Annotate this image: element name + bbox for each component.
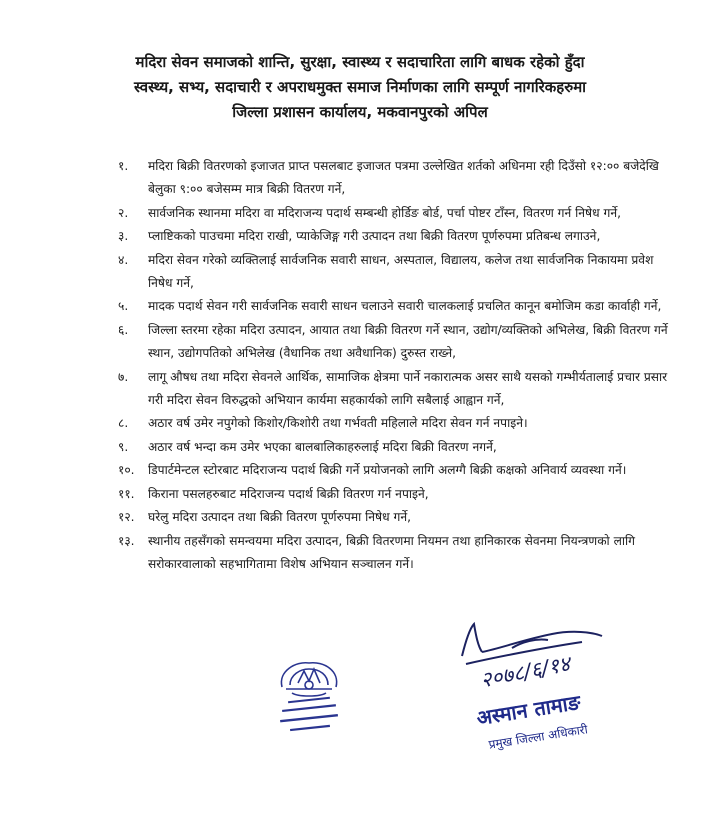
office-seal bbox=[268, 655, 350, 745]
item-number: ५. bbox=[118, 299, 129, 314]
signature-block bbox=[452, 618, 682, 768]
item-text: मदिरा सेवन गरेको व्यक्तिलाई सार्वजनिक सवारी साधन, अस्पताल, विद्यालय, कलेज तथा सार्वजनिक निकायमा प्रवेश निषेध गर्ने, bbox=[148, 252, 654, 291]
appeal-item bbox=[118, 483, 678, 506]
item-number: ९. bbox=[118, 439, 129, 454]
item-number: ६. bbox=[118, 322, 129, 337]
appeal-item bbox=[118, 202, 678, 225]
item-number: १२. bbox=[118, 510, 135, 525]
appeal-item bbox=[118, 249, 678, 296]
heading-line-2: स्वस्थ्य, सभ्य, सदाचारी र अपराधमुक्त समाज निर्माणका लागि सम्पूर्ण नागरिकहरुमा bbox=[133, 78, 587, 96]
item-text: मदिरा बिक्री वितरणको इजाजत प्राप्त पसलबाट इजाजत पत्रमा उल्लेखित शर्तको अधिनमा रही दिउँसो १२:०० बजेदेखि बेलुका ९:०० बजेसम्म मात्र बिक्री वितरण गर्ने, bbox=[148, 159, 659, 197]
item-text: जिल्ला स्तरमा रहेका मदिरा उत्पादन, आयात तथा बिक्री वितरण गर्ने स्थान, उद्योग/व्यक्तिको अभिलेख, बिक्री वितरण गर्ने स्थान, उद्योगपतिको अभिलेख (वैधानिक तथा अवैधानिक) दुरुस्त राख्ने, bbox=[148, 322, 668, 361]
item-number: ८. bbox=[118, 416, 129, 431]
appeal-item bbox=[118, 412, 678, 435]
item-text: किराना पसलहरुबाट मदिराजन्य पदार्थ बिक्री वितरण गर्न नपाइने, bbox=[148, 486, 429, 501]
appeal-item bbox=[118, 506, 678, 529]
item-text: अठार वर्ष उमेर नपुगेको किशोर/किशोरी तथा गर्भवती महिलाले मदिरा सेवन गर्न नपाइने। bbox=[148, 416, 528, 431]
item-number: २. bbox=[118, 205, 129, 220]
item-number: १०. bbox=[118, 463, 135, 478]
signatory-title: प्रमुख जिल्ला अधिकारी bbox=[487, 722, 589, 752]
item-number: ४. bbox=[118, 252, 129, 267]
appeal-item bbox=[118, 366, 678, 413]
appeal-item bbox=[118, 459, 678, 482]
item-text: डिपार्टमेन्टल स्टोरबाट मदिराजन्य पदार्थ बिक्री गर्ने प्रयोजनको लागि अलग्गै बिक्री कक्षको अनिवार्य व्यवस्था गर्ने। bbox=[148, 463, 627, 478]
appeal-list bbox=[118, 155, 678, 576]
appeal-item bbox=[118, 155, 678, 202]
item-number: १३. bbox=[118, 533, 135, 548]
heading-line-1: मदिरा सेवन समाजको शान्ति, सुरक्षा, स्वास्थ्य र सदाचारिता लागि बाधक रहेको हुँदा bbox=[135, 53, 585, 71]
item-number: ११. bbox=[118, 486, 135, 501]
item-text: सार्वजनिक स्थानमा मदिरा वा मदिराजन्य पदार्थ सम्बन्धी होर्डिङ बोर्ड, पर्चा पोष्टर टाँस्न, वितरण गर्न निषेध गर्ने, bbox=[148, 205, 621, 220]
heading-line-3: जिल्ला प्रशासन कार्यालय, मकवानपुरको अपिल bbox=[232, 103, 488, 121]
appeal-item bbox=[118, 319, 678, 366]
item-text: अठार वर्ष भन्दा कम उमेर भएका बालबालिकाहरुलाई मदिरा बिक्री वितरण नगर्ने, bbox=[148, 439, 497, 454]
appeal-item bbox=[118, 530, 678, 577]
signature-date: २०७८/६/१४ bbox=[478, 651, 573, 693]
item-text: स्थानीय तहसँगको समन्वयमा मदिरा उत्पादन, बिक्री वितरणमा नियमन तथा हानिकारक सेवनमा नियन्त्रणको लागि सरोकारवालाको सहभागितामा विशेष अभियान सञ्चालन गर्ने। bbox=[148, 533, 636, 571]
item-number: १. bbox=[118, 159, 129, 173]
item-number: ३. bbox=[118, 229, 129, 244]
item-text: प्लाष्टिकको पाउचमा मदिरा राखी, प्याकेजिङ्ग गरी उत्पादन तथा बिक्री वितरण पूर्णरुपमा प्रतिबन्ध लगाउने, bbox=[148, 229, 601, 244]
item-text: मादक पदार्थ सेवन गरी सार्वजनिक सवारी साधन चलाउने सवारी चालकलाई प्रचलित कानून बमोजिम कडा कार्वाही गर्ने, bbox=[148, 299, 662, 314]
item-number: ७. bbox=[118, 369, 129, 384]
item-text: लागू औषध तथा मदिरा सेवनले आर्थिक, सामाजिक क्षेत्रमा पार्ने नकारात्मक असर साथै यसको गम्भीर्यतालाई प्रचार प्रसार गरी मदिरा सेवन विरुद्धको अभियान कार्यमा सहकार्यको लागि सबैलाई आह्वान गर्ने, bbox=[148, 369, 668, 408]
notice-heading bbox=[60, 50, 660, 125]
appeal-item bbox=[118, 295, 678, 318]
appeal-item bbox=[118, 225, 678, 248]
appeal-item bbox=[118, 436, 678, 459]
signatory-name: अस्मान तामाङ bbox=[474, 689, 583, 731]
item-text: घरेलु मदिरा उत्पादन तथा बिक्री वितरण पूर्णरुपमा निषेध गर्ने, bbox=[148, 510, 411, 525]
